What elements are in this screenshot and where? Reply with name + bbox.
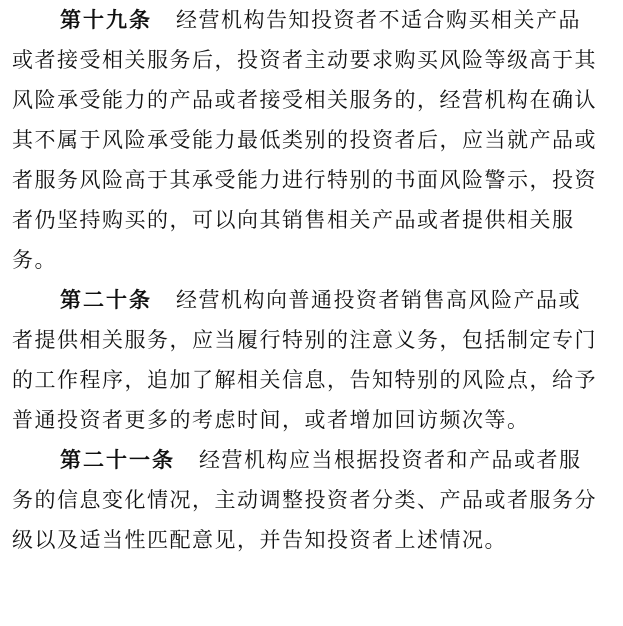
article-text-line: 风险承受能力的产品或者接受相关服务的，经营机构在确认 <box>12 88 597 112</box>
article-text-line: 者提供相关服务，应当履行特别的注意义务，包括制定专门 <box>12 328 597 352</box>
article-text: 经营机构告知投资者不适合购买相关产品 <box>176 8 581 32</box>
article-text-line: 者服务风险高于其承受能力进行特别的书面风险警示，投资 <box>12 168 597 192</box>
article-first-line <box>12 280 613 320</box>
article-text-line: 务的信息变化情况，主动调整投资者分类、产品或者服务分 <box>12 488 597 512</box>
article-text: 经营机构向普通投资者销售高风险产品或 <box>176 288 581 312</box>
article-text-line: 者仍坚持购买的，可以向其销售相关产品或者提供相关服 <box>12 208 575 232</box>
article-text-line: 级以及适当性匹配意见，并告知投资者上述情况。 <box>12 528 507 552</box>
article-20 <box>12 280 613 440</box>
article-text-line: 务。 <box>12 248 57 272</box>
article-heading: 第二十一条 <box>60 447 175 472</box>
article-text: 经营机构应当根据投资者和产品或者服 <box>199 448 582 472</box>
article-text-line: 普通投资者更多的考虑时间，或者增加回访频次等。 <box>12 408 530 432</box>
article-text-line: 或者接受相关服务后，投资者主动要求购买风险等级高于其 <box>12 48 597 72</box>
article-21 <box>12 440 613 560</box>
article-first-line <box>12 0 613 40</box>
article-19 <box>12 0 613 280</box>
article-first-line <box>12 440 613 480</box>
article-text-line: 的工作程序，追加了解相关信息，告知特别的风险点，给予 <box>12 368 597 392</box>
article-heading: 第十九条 <box>60 7 152 32</box>
article-heading: 第二十条 <box>60 287 152 312</box>
article-text-line: 其不属于风险承受能力最低类别的投资者后，应当就产品或 <box>12 128 597 152</box>
